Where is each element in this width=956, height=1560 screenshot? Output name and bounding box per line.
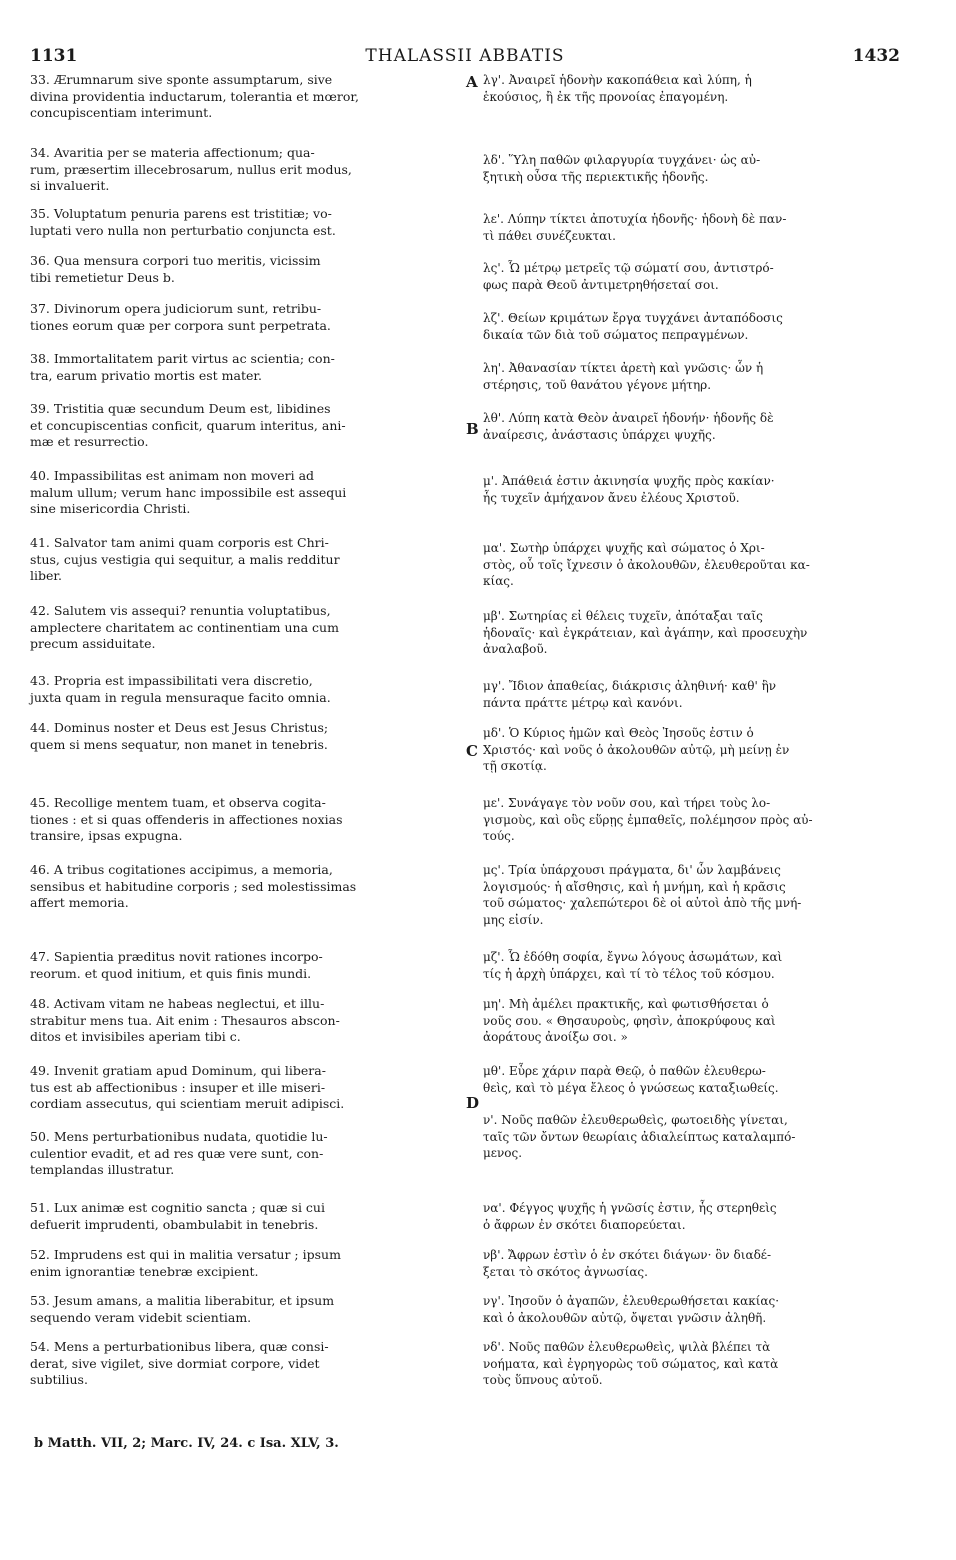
greek-item-53: νγ'. Ἰησοῦν ὁ ἀγαπῶν, ἐλευθερωθήσεται κακίας· καὶ ὁ ἀκολουθῶν αὐτῷ, ὄψεται γνῶσιν ἀληθῆ. bbox=[483, 1294, 780, 1325]
greek-item-47: μζ'. Ὧ ἐδόθη σοφία, ἔγνω λόγους ἀσωμάτων, καὶ τίς ἡ ἀρχὴ ὑπάρχει, καὶ τί τὸ τέλος τοῦ κόσμου. bbox=[483, 950, 783, 981]
latin-item-39: 39. Tristitia quæ secundum Deum est, libidines et concupiscentias conficit, quarum interitus, ani- mæ et resurrectio. bbox=[30, 401, 346, 450]
latin-item-43: 43. Propria est impassibilitati vera discretio, juxta quam in regula mensuraque facito omnia. bbox=[30, 673, 331, 705]
latin-item-50: 50. Mens perturbationibus nudata, quotidie lu- culentior evadit, et ad res quæ vere sunt, con- templandas illustratur. bbox=[30, 1129, 328, 1178]
greek-item-38: λη'. Ἀθανασίαν τίκτει ἀρετὴ καὶ γνῶσις· ὧν ἡ στέρησις, τοῦ θανάτου γέγονε μήτηρ. bbox=[483, 361, 764, 392]
margin-letter-b: B bbox=[466, 420, 479, 438]
greek-item-35: λε'. Λύπην τίκτει ἀποτυχία ἡδονῆς· ἡδονὴ δὲ παν- τὶ πάθει συνέζευκται. bbox=[483, 212, 787, 243]
greek-item-33: λγ'. Ἀναιρεῖ ἡδονὴν κακοπάθεια καὶ λύπη, ἡ ἑκούσιος, ἢ ἐκ τῆς προνοίας ἐπαγομένη. bbox=[483, 73, 752, 104]
latin-item-45: 45. Recollige mentem tuam, et observa cogita- tiones : et si quas offenderis in affectiones noxias transire, ipsas expugna. bbox=[30, 795, 343, 844]
latin-item-54: 54. Mens a perturbationibus libera, quæ consi- derat, sive vigilet, sive dormiat corpore, videt subtilius. bbox=[30, 1339, 329, 1388]
page-number-right: 1432 bbox=[852, 46, 900, 66]
latin-item-46: 46. A tribus cogitationes accipimus, a memoria, sensibus et habitudine corporis ; sed molestissimas affert memoria. bbox=[30, 862, 357, 911]
greek-item-51: να'. Φέγγος ψυχῆς ἡ γνῶσίς ἐστιν, ἧς στερηθεὶς ὁ ἄφρων ἐν σκότει διαπορεύεται. bbox=[483, 1201, 777, 1232]
margin-letter-c: C bbox=[466, 742, 478, 760]
latin-item-38: 38. Immortalitatem parit virtus ac scientia; con- tra, earum privatio mortis est mater. bbox=[30, 351, 335, 383]
footnote: b Matth. VII, 2; Marc. IV, 24. c Isa. XLV, 3. bbox=[34, 1436, 339, 1451]
greek-item-44: μδ'. Ὁ Κύριος ἡμῶν καὶ Θεὸς Ἰησοῦς ἐστιν ὁ Χριστός· καὶ νοῦς ὁ ἀκολουθῶν αὐτῷ, μὴ μείνῃ ἐν τῇ σκοτίᾳ. bbox=[483, 726, 790, 774]
margin-letter-d: D bbox=[466, 1094, 480, 1112]
page-header bbox=[30, 46, 900, 72]
greek-item-46: μς'. Τρία ὑπάρχουσι πράγματα, δι' ὧν λαμβάνεις λογισμούς· ἡ αἴσθησις, καὶ ἡ μνήμη, καὶ ἡ κρᾶσις τοῦ σώματος· χαλεπώτεροι δὲ οἱ αὐτοὶ ἀπὸ τῆς μνή- μης εἰσίν. bbox=[483, 863, 802, 927]
greek-item-37: λζ'. Θείων κριμάτων ἔργα τυγχάνει ἀνταπόδοσις δικαία τῶν διὰ τοῦ σώματος πεπραγμένων. bbox=[483, 311, 783, 342]
latin-item-37: 37. Divinorum opera judiciorum sunt, retribu- tiones eorum quæ per corpora sunt perpetrata. bbox=[30, 301, 331, 333]
greek-item-34: λδ'. Ὕλη παθῶν φιλαργυρία τυγχάνει· ὡς αὐ- ξητικὴ οὖσα τῆς περιεκτικῆς ἡδονῆς. bbox=[483, 153, 761, 184]
latin-item-47: 47. Sapientia præditus novit rationes incorpo- reorum. et quod initium, et quis finis mundi. bbox=[30, 949, 323, 981]
latin-item-33: 33. Ærumnarum sive sponte assumptarum, sive divina providentia inductarum, tolerantia et mœror, concupiscentiam interimunt. bbox=[30, 72, 359, 121]
latin-item-34: 34. Avaritia per se materia affectionum; qua- rum, præsertim illecebrosarum, nullus erit modus, si invaluerit. bbox=[30, 145, 352, 194]
latin-item-51: 51. Lux animæ est cognitio sancta ; quæ si cui defuerit imprudenti, obambulabit in tenebris. bbox=[30, 1200, 325, 1232]
page-number-left: 1131 bbox=[30, 46, 78, 66]
greek-item-36: λς'. Ὧ μέτρῳ μετρεῖς τῷ σώματί σου, ἀντιστρό- φως παρὰ Θεοῦ ἀντιμετρηθήσεταί σοι. bbox=[483, 261, 774, 292]
greek-item-54: νδ'. Νοῦς παθῶν ἐλευθερωθεὶς, ψιλὰ βλέπει τὰ νοήματα, καὶ ἐγρηγορὼς τοῦ σώματος, καὶ κατὰ τοὺς ὕπνους αὐτοῦ. bbox=[483, 1340, 779, 1388]
latin-item-48: 48. Activam vitam ne habeas neglectui, et illu- strabitur mens tua. Ait enim : Thesauros abscon- ditos et invisibiles aperiam tibi c. bbox=[30, 996, 340, 1045]
greek-item-41: μα'. Σωτὴρ ὑπάρχει ψυχῆς καὶ σώματος ὁ Χρι- στὸς, οὗ τοῖς ἴχνεσιν ὁ ἀκολουθῶν, ἐλευθεροῦται κα- κίας. bbox=[483, 541, 810, 589]
running-title: THALASSII ABBATIS bbox=[365, 46, 565, 66]
latin-item-53: 53. Jesum amans, a malitia liberabitur, et ipsum sequendo veram videbit scientiam. bbox=[30, 1293, 335, 1325]
margin-letter-a: A bbox=[466, 73, 478, 91]
greek-item-49: μθ'. Εὗρε χάριν παρὰ Θεῷ, ὁ παθῶν ἐλευθερω- θεὶς, καὶ τὸ μέγα ἔλεος ὁ γνώσεως καταξιωθείς. bbox=[483, 1064, 779, 1095]
greek-item-43: μγ'. Ἴδιον ἀπαθείας, διάκρισις ἀληθινή· καθ' ἣν πάντα πράττε μέτρῳ καὶ κανόνι. bbox=[483, 679, 777, 710]
greek-item-45: με'. Συνάγαγε τὸν νοῦν σου, καὶ τήρει τοὺς λο- γισμοὺς, καὶ οὓς εὕρῃς ἐμπαθεῖς, πολέμησον πρὸς αὐ- τούς. bbox=[483, 796, 813, 844]
latin-item-36: 36. Qua mensura corpori tuo meritis, vicissim tibi remetietur Deus b. bbox=[30, 253, 321, 285]
greek-item-48: μη'. Μὴ ἀμέλει πρακτικῆς, καὶ φωτισθήσεται ὁ νοῦς σου. « Θησαυροὺς, φησὶν, ἀποκρύφους καὶ ἀοράτους ἀνοίξω σοι. » bbox=[483, 997, 776, 1045]
greek-item-39: λθ'. Λύπη κατὰ Θεὸν ἀναιρεῖ ἡδονήν· ἡδονῆς δὲ ἀναίρεσις, ἀνάστασις ὑπάρχει ψυχῆς. bbox=[483, 411, 774, 442]
latin-item-35: 35. Voluptatum penuria parens est tristitiæ; vo- luptati vero nulla non perturbatio conjuncta est. bbox=[30, 206, 336, 238]
greek-item-52: νβ'. Ἄφρων ἐστὶν ὁ ἐν σκότει διάγων· ὃν διαδέ- ξεται τὸ σκότος ἀγνωσίας. bbox=[483, 1248, 772, 1279]
latin-item-44: 44. Dominus noster et Deus est Jesus Christus; quem si mens sequatur, non manet in tenebris. bbox=[30, 720, 329, 752]
latin-item-40: 40. Impassibilitas est animam non moveri ad malum ullum; verum hanc impossibile est assequi sine misericordia Christi. bbox=[30, 468, 347, 517]
latin-item-42: 42. Salutem vis assequi? renuntia voluptatibus, amplectere charitatem ac continentiam una cum precum assiduitate. bbox=[30, 603, 339, 652]
greek-item-40: μ'. Ἀπάθειά ἐστιν ἀκινησία ψυχῆς πρὸς κακίαν· ἧς τυχεῖν ἀμήχανον ἄνευ ἐλέους Χριστοῦ. bbox=[483, 474, 775, 505]
greek-item-42: μβ'. Σωτηρίας εἰ θέλεις τυχεῖν, ἀπόταξαι ταῖς ἡδοναῖς· καὶ ἐγκράτειαν, καὶ ἀγάπην, καὶ προσευχὴν ἀναλαβοῦ. bbox=[483, 609, 808, 657]
latin-item-41: 41. Salvator tam animi quam corporis est Chri- stus, cujus vestigia qui sequitur, a malis redditur liber. bbox=[30, 535, 340, 584]
latin-item-52: 52. Imprudens est qui in malitia versatur ; ipsum enim ignorantiæ tenebræ excipient. bbox=[30, 1247, 341, 1279]
latin-item-49: 49. Invenit gratiam apud Dominum, qui libera- tus est ab affectionibus : insuper et ille miseri- cordiam assecutus, qui scientiam meruit adipisci. bbox=[30, 1063, 345, 1112]
greek-item-50: ν'. Νοῦς παθῶν ἐλευθερωθεὶς, φωτοειδὴς γίνεται, ταῖς τῶν ὄντων θεωρίαις ἀδιαλείπτως καταλαμπό- μενος. bbox=[483, 1113, 796, 1161]
